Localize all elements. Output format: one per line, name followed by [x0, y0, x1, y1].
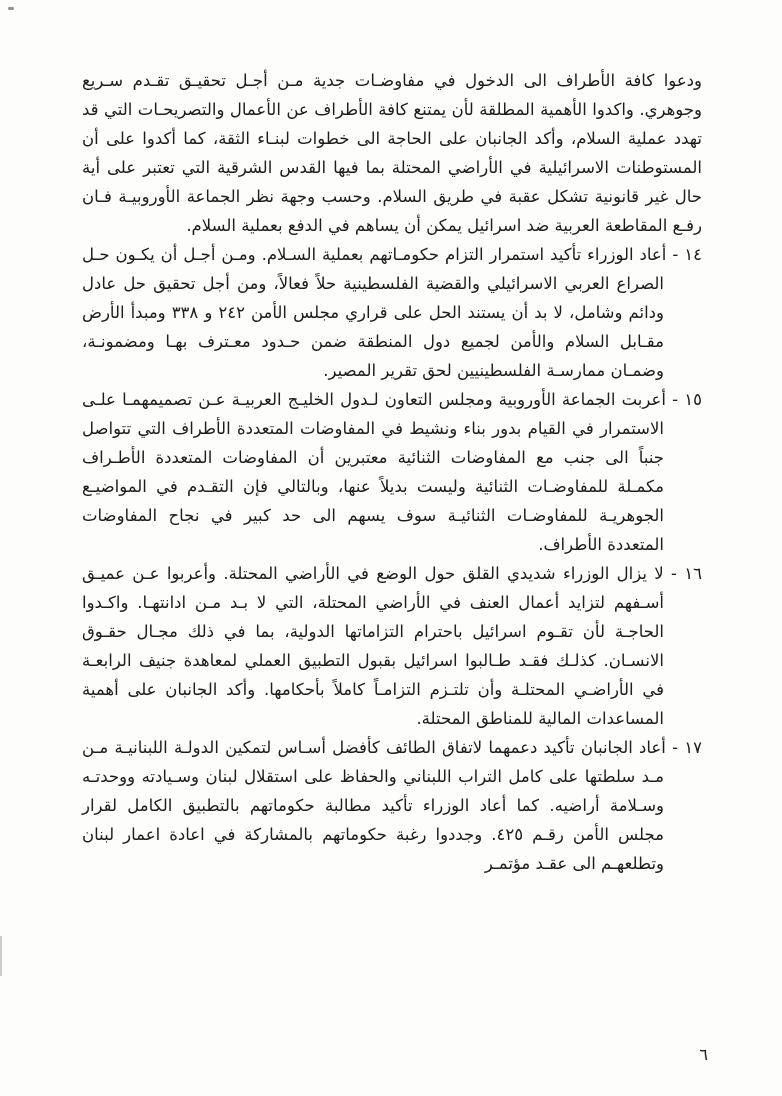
paragraph-15 — [82, 385, 702, 559]
paragraph-16 — [82, 559, 702, 733]
page-number: ٦ — [699, 1045, 708, 1064]
scan-artifact — [8, 7, 14, 10]
paragraph-17 — [82, 733, 702, 878]
paragraph-15-text: أعربت الجماعة الأوروبية ومجلس التعاون لـدول الخليـج العربيـة عـن تصميمهمـا علـى الاستمرار في القيام بدور بناء ونشيط في المفاوضات المتعددة الأطراف التي تتواصل جنباً الى جنب مع المفاوضات الثنائية معتبرين أن المفاوضات المتعددة الأطـراف مكمـلة للمفاوضـات الثنائية وليست بديلاً عنها، وبالتالي فإن التقـدم في المواضيـع الجوهريـة للمفاوضـات الثنائيـة سوف يسهم الى حد كبير في نجاح المفاوضات المتعددة الأطراف. — [82, 390, 666, 554]
paragraph-16-text: لا يزال الوزراء شديدي القلق حول الوضع في الأراضي المحتلة. وأعربوا عـن عميـق أسـفهم لتزايد أعمال العنف في الأراضي المحتلة، التي لا بـد مـن ادانتهـا. واكـدوا الحاجـة لأن تقـوم اسرائيل باحترام التزاماتها الدولية، بما في ذلك مجـال حقـوق الانسـان. كذلـك فقـد طـالبوا اسرائيل بقبول التطبيق العملي لمعاهدة جنيف الرابعـة في الأراضـي المحتلـة وأن تلتـزم التزامـاً كاملاً بأحكامها. وأكد الجانبان على أهمية المساعدات المالية للمناطق المحتلة. — [82, 564, 664, 728]
paragraph-14 — [82, 240, 702, 385]
page-body — [82, 66, 702, 878]
paragraph-14-number: ١٤ - — [672, 245, 703, 264]
paragraph-16-number: ١٦ - — [671, 564, 703, 583]
scan-artifact — [0, 936, 2, 976]
paragraph-14-text: أعاد الوزراء تأكيد استمرار التزام حكومـاتهم بعملية السـلام. ومـن أجـل أن يكـون حـل الصراع العربي الاسرائيلي والقضية الفلسطينية حلاً فعالاً، ومن أجل تحقيق حل عادل ودائم وشامل، لا بد أن يستند الحل على قراري مجلس الأمن ٢٤٢ و ٣٣٨ ومبدأ الأرض مقـابل السلام والأمن لجميع دول المنطقة ضمن حـدود معـترف بهـا ومضمونـة، وضمـان ممارسـة الفلسطينيين لحق تقرير المصير. — [82, 245, 667, 380]
paragraph-17-number: ١٧ - — [672, 738, 702, 757]
paragraph-15-number: ١٥ - — [672, 390, 702, 409]
paragraph-intro: ودعوا كافة الأطراف الى الدخول في مفاوضـات جدية مـن أجـل تحقيـق تقـدم سـريع وجوهري. واكدوا الأهمية المطلقة لأن يمتنع كافة الأطراف عن الأعمال والتصريحـات التي قد تهدد عملية السلام، وأكد الجانبان على الحاجة الى خطوات لبنـاء الثقة، كما أكدوا على أن المستوطنات الاسرائيلية في الأراضي المحتلة بما فيها القدس الشرقية التي تعتبر على أية حال غير قانونية تشكل عقبة في طريق السلام. وحسب وجهة نظر الجماعة الأوروبيـة فـان رفـع المقاطعة العربية ضد اسرائيل يمكن أن يساهم في الدفع بعملية السلام. — [82, 71, 702, 235]
paragraph-17-text: أعاد الجانبان تأكيد دعمهما لاتفاق الطائف كأفضل أسـاس لتمكين الدولـة اللبنانيـة مـن مـد سلطتها على كامل التراب اللبناني والحفاظ على استقلال لبنان وسـيادته ووحدتـه وسـلامة أراضيه. كما أعاد الوزراء تأكيد مطالبة حكوماتهم بالتطبيق الكامل لقرار مجلس الأمن رقـم ٤٢٥. وجددوا رغبة حكوماتهم بالمشاركة في اعادة اعمار لبنان وتطلعهـم الى عقـد مؤتمـر — [82, 738, 666, 873]
